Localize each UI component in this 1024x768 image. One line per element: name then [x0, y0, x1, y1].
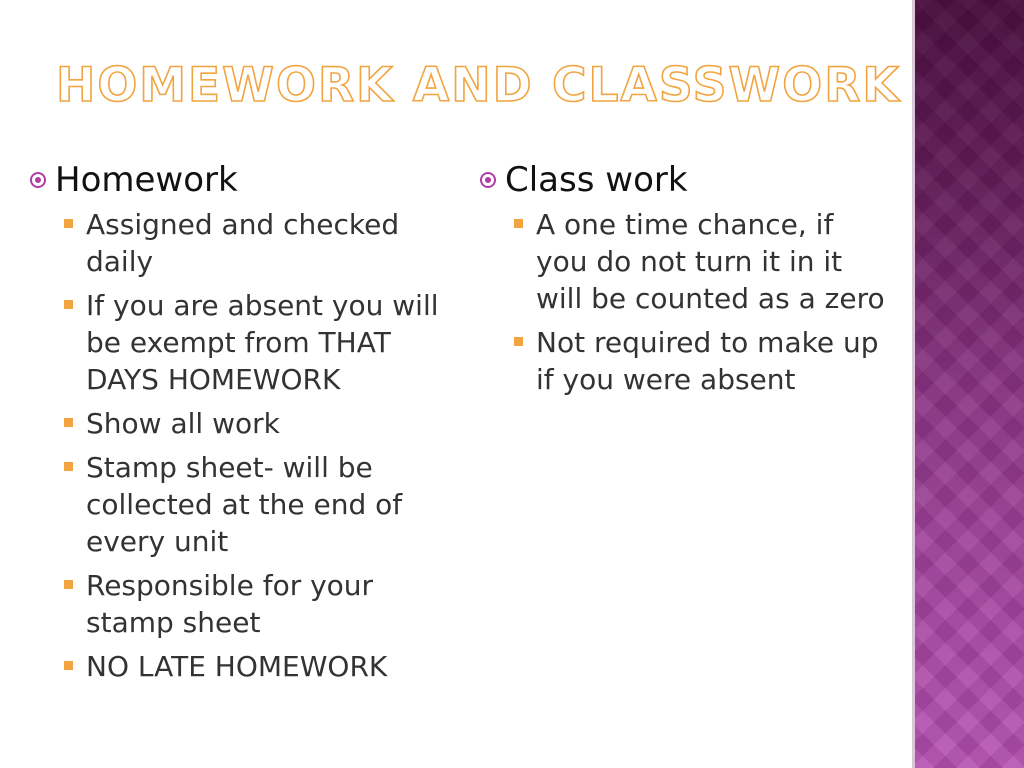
list-item — [62, 405, 450, 442]
square-bullet-icon — [514, 337, 523, 346]
square-bullet-icon — [64, 219, 73, 228]
list-item-text: Show all work — [86, 407, 280, 440]
square-bullet-icon — [64, 418, 73, 427]
homework-column — [30, 160, 450, 692]
list-item — [62, 449, 450, 560]
list-item — [62, 206, 450, 280]
classwork-column — [480, 160, 890, 405]
list-item — [62, 287, 450, 398]
classwork-heading-text: Class work — [505, 160, 688, 200]
slide-title: HOMEWORK AND CLASSWORK — [56, 58, 901, 113]
homework-list — [30, 206, 450, 685]
square-bullet-icon — [64, 462, 73, 471]
list-item-text: A one time chance, if you do not turn it in it will be counted as a zero — [536, 208, 885, 315]
side-band-edge — [912, 0, 915, 768]
ring-bullet-icon — [30, 172, 46, 188]
homework-heading-text: Homework — [55, 160, 238, 200]
list-item-text: Stamp sheet- will be collected at the end of every unit — [86, 451, 403, 558]
square-bullet-icon — [64, 300, 73, 309]
list-item-text: If you are absent you will be exempt from THAT DAYS HOMEWORK — [86, 289, 439, 396]
list-item — [512, 324, 890, 398]
list-item — [62, 567, 450, 641]
ring-bullet-icon — [480, 172, 496, 188]
list-item-text: Responsible for your stamp sheet — [86, 569, 374, 639]
square-bullet-icon — [64, 661, 73, 670]
list-item — [512, 206, 890, 317]
list-item-text: Not required to make up if you were absent — [536, 326, 879, 396]
square-bullet-icon — [64, 580, 73, 589]
square-bullet-icon — [514, 219, 523, 228]
list-item-text: Assigned and checked daily — [86, 208, 400, 278]
homework-heading — [30, 160, 450, 200]
list-item-text: NO LATE HOMEWORK — [86, 650, 388, 683]
classwork-list — [480, 206, 890, 398]
list-item — [62, 648, 450, 685]
decorative-side-band — [912, 0, 1024, 768]
classwork-heading — [480, 160, 890, 200]
